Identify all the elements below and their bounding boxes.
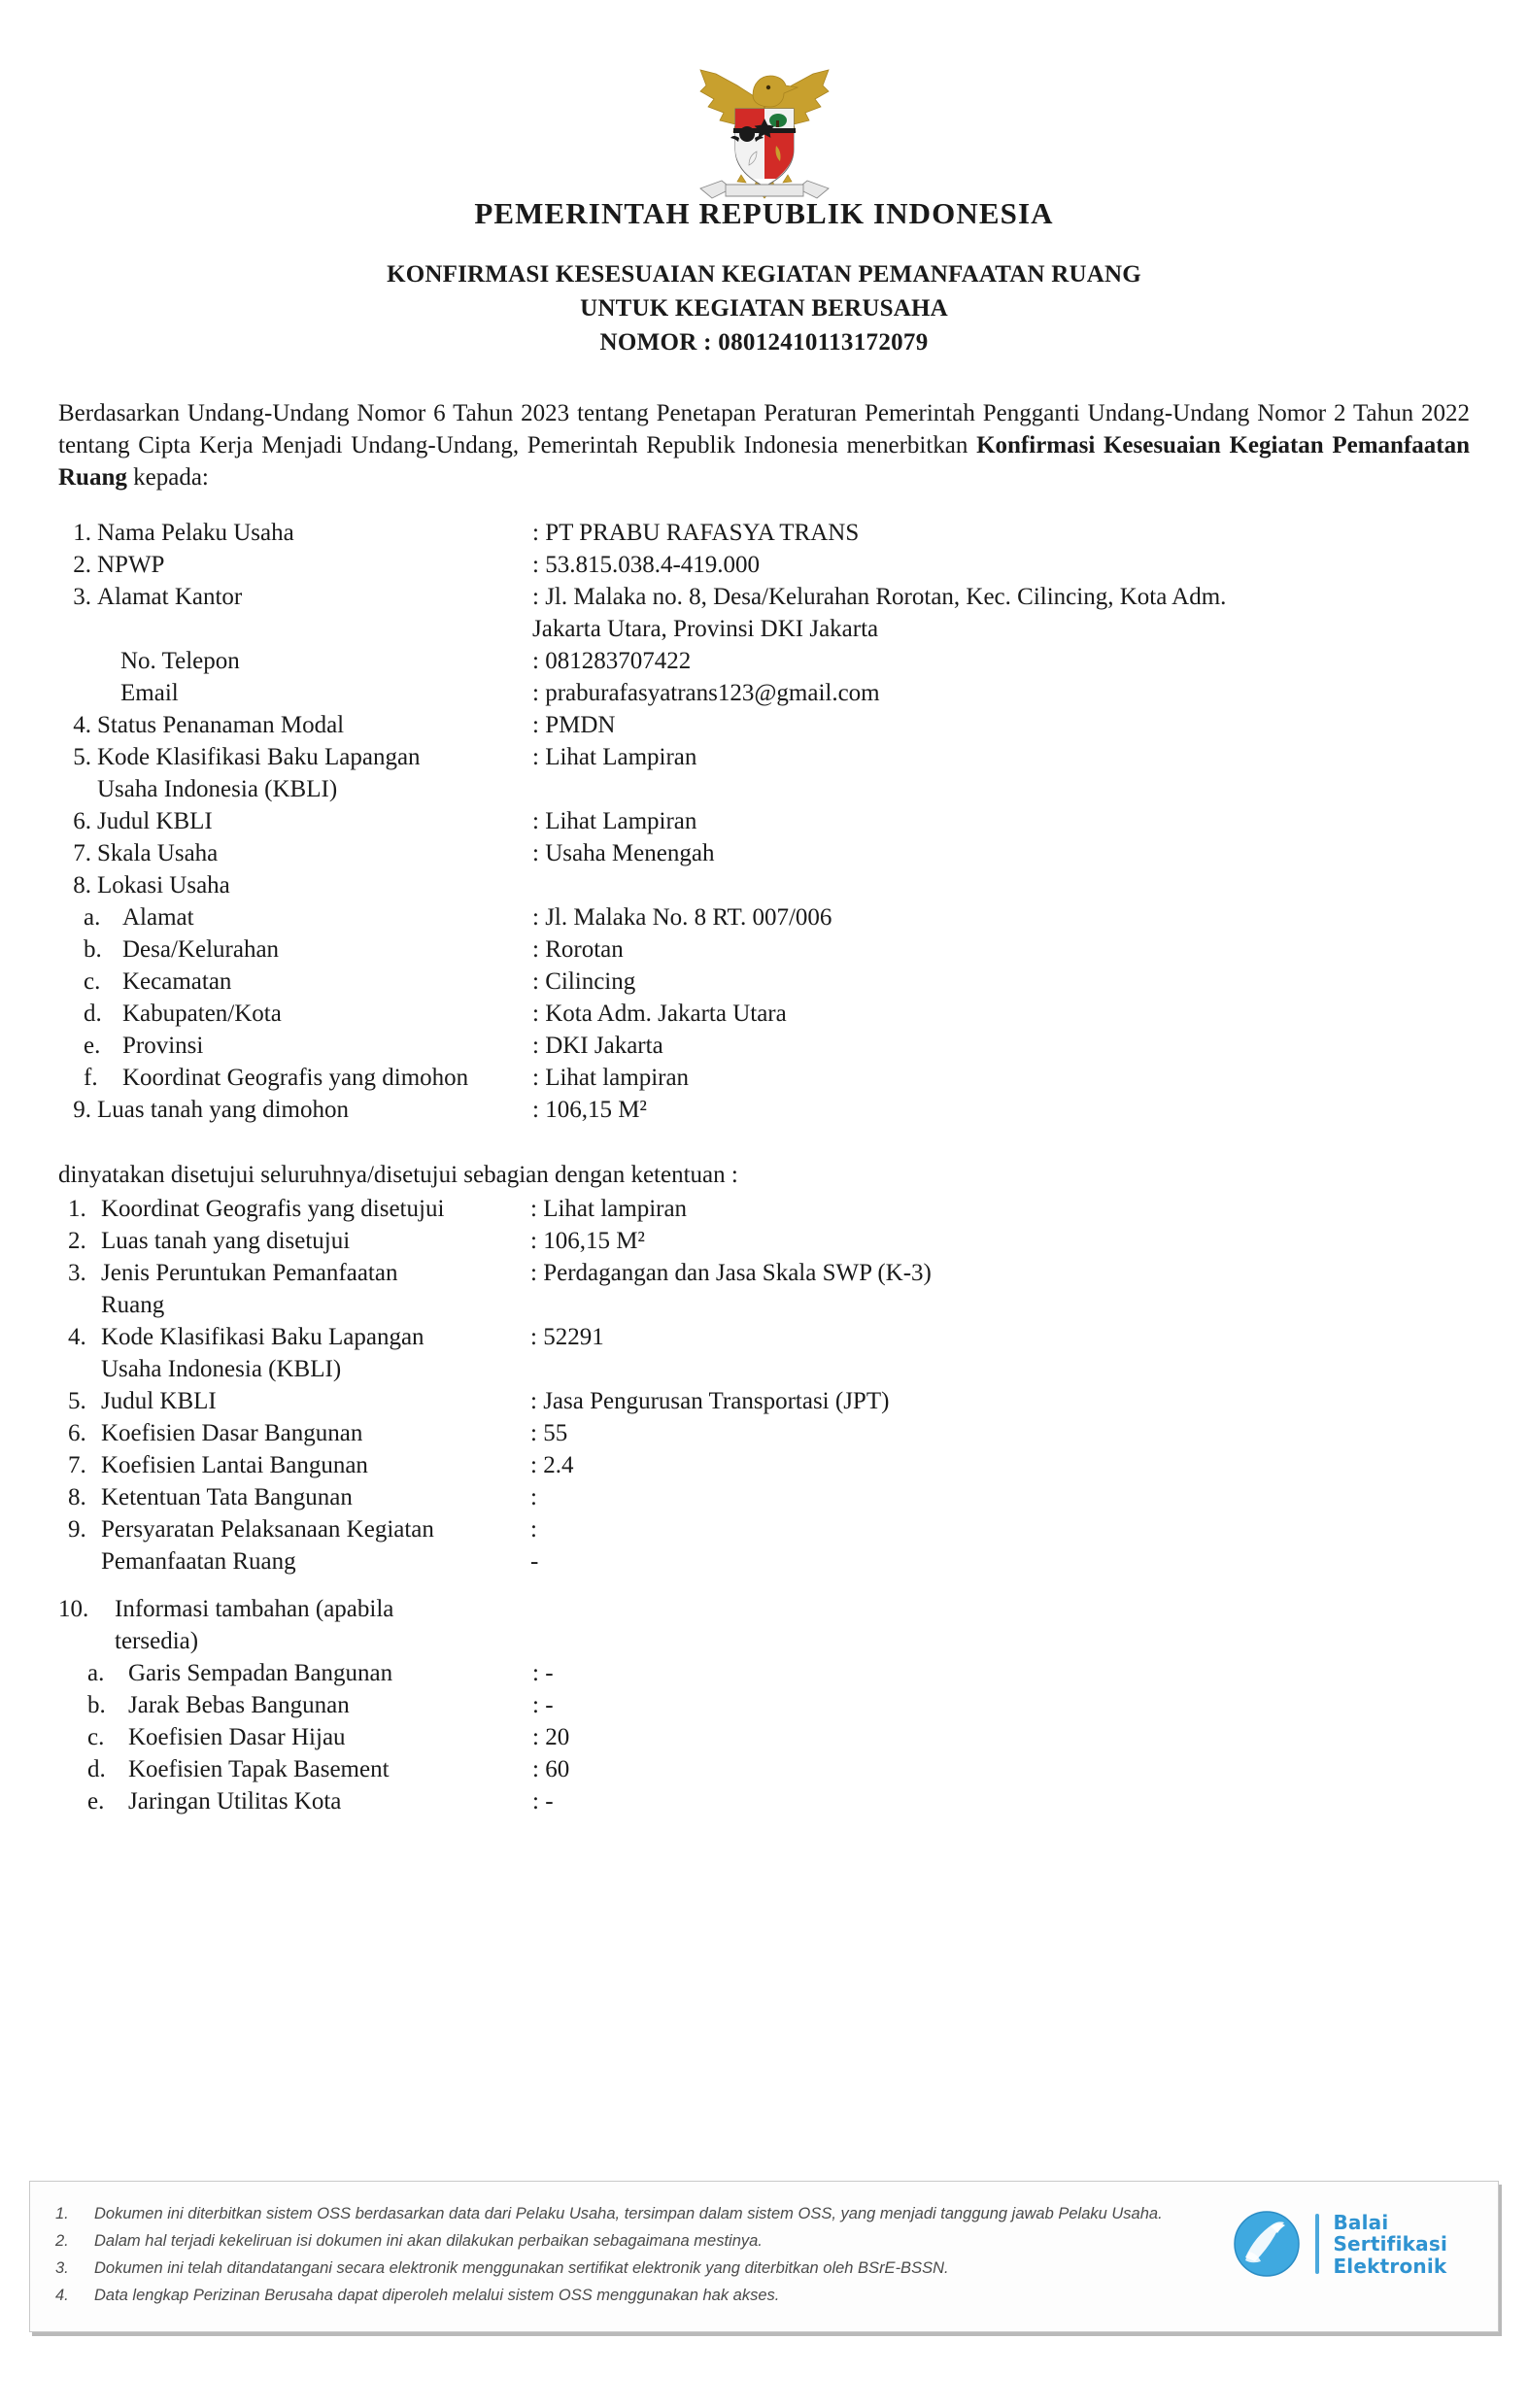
field-number: 4. xyxy=(68,1323,86,1350)
field-row xyxy=(58,902,1470,934)
field-label: Usaha Indonesia (KBLI) xyxy=(97,776,338,802)
field-label: tersedia) xyxy=(115,1627,199,1654)
field-row xyxy=(58,1690,1470,1722)
intro-text-bold: Konfirmasi Kesesuaian Kegiatan Pemanfaatan Ruang xyxy=(58,432,1470,491)
field-label: Pemanfaatan Ruang xyxy=(101,1547,296,1575)
field-label: Informasi tambahan (apabila xyxy=(115,1595,394,1622)
field-row xyxy=(58,1594,1470,1626)
field-number: 2. xyxy=(73,552,91,578)
field-value: : 2.4 xyxy=(530,1451,574,1478)
field-label: No. Telepon xyxy=(120,648,240,674)
field-row xyxy=(58,1063,1470,1095)
field-value: : 53.815.038.4-419.000 xyxy=(532,552,761,578)
approval-field-list xyxy=(58,1194,1470,1578)
field-row xyxy=(58,1546,1470,1578)
field-label: Alamat Kantor xyxy=(97,584,243,610)
footer-note-text: Dalam hal terjadi kekeliruan isi dokumen ini akan dilakukan perbaikan sebagaimana mestinya. xyxy=(94,2232,763,2251)
bsre-logo-line1: Balai xyxy=(1333,2210,1389,2234)
bsre-logo-divider xyxy=(1315,2214,1319,2274)
field-number: 2. xyxy=(68,1227,86,1254)
field-row xyxy=(58,614,1470,646)
field-value: Jakarta Utara, Provinsi DKI Jakarta xyxy=(532,616,879,642)
field-value: : - xyxy=(532,1659,554,1686)
field-row xyxy=(58,806,1470,838)
field-label: Ruang xyxy=(101,1291,165,1318)
field-value: : PMDN xyxy=(532,712,616,738)
field-label: Luas tanah yang dimohon xyxy=(97,1097,349,1123)
field-row xyxy=(58,1418,1470,1450)
document-number xyxy=(58,329,1470,356)
field-number: 1. xyxy=(73,520,91,546)
field-label: Koefisien Lantai Bangunan xyxy=(101,1451,368,1478)
field-row xyxy=(58,934,1470,967)
field-number: a. xyxy=(84,904,101,931)
field-value: : Lihat Lampiran xyxy=(532,744,697,770)
field-label: Usaha Indonesia (KBLI) xyxy=(101,1355,342,1382)
field-value: : praburafasyatrans123@gmail.com xyxy=(532,680,880,706)
field-value: : 55 xyxy=(530,1419,568,1446)
field-row xyxy=(58,1226,1470,1258)
bsre-logo-text xyxy=(1333,2212,1447,2277)
intro-text-part1: Berdasarkan Undang-Undang Nomor 6 Tahun 2023 tentang Penetapan Peraturan Pemerintah Pengganti Undang-Undang Nomor 2 Tahun 2022 tentang Cipta Kerja Menjadi Undang-Undang, Pemerintah Republik Indonesia menerbitkan xyxy=(58,400,1470,458)
field-value: : 106,15 M² xyxy=(532,1097,647,1123)
field-label: Koordinat Geografis yang dimohon xyxy=(122,1065,469,1091)
field-label: Kabupaten/Kota xyxy=(122,1001,282,1027)
field-value: : Jl. Malaka no. 8, Desa/Kelurahan Rorotan, Kec. Cilincing, Kota Adm. xyxy=(532,584,1227,610)
field-number: 8. xyxy=(73,872,91,899)
footer-note xyxy=(55,2230,1214,2254)
field-label: Judul KBLI xyxy=(101,1387,217,1414)
field-number: f. xyxy=(84,1065,98,1091)
field-row xyxy=(58,518,1470,550)
approval-heading: dinyatakan disetujui seluruhnya/disetujui sebagian dengan ketentuan : xyxy=(58,1162,738,1188)
page-title-line1: KONFIRMASI KESESUAIAN KEGIATAN PEMANFAATAN RUANG xyxy=(387,261,1141,288)
field-row xyxy=(58,1258,1470,1290)
field-label: Alamat xyxy=(122,904,194,931)
field-row xyxy=(58,870,1470,902)
field-value: : Lihat lampiran xyxy=(532,1065,690,1091)
field-value: : 52291 xyxy=(530,1323,604,1350)
field-number: d. xyxy=(87,1755,106,1782)
footer-note-text: Dokumen ini diterbitkan sistem OSS berdasarkan data dari Pelaku Usaha, tersimpan dalam sistem OSS, yang menjadi tanggung jawab Pelaku Usaha. xyxy=(94,2205,1163,2223)
field-value: : PT PRABU RAFASYA TRANS xyxy=(532,520,860,546)
field-number: c. xyxy=(87,1723,105,1750)
field-row xyxy=(58,774,1470,806)
field-label: Kode Klasifikasi Baku Lapangan xyxy=(97,744,421,770)
field-value: : Perdagangan dan Jasa Skala SWP (K-3) xyxy=(530,1259,932,1286)
field-label: Jenis Peruntukan Pemanfaatan xyxy=(101,1259,398,1286)
intro-paragraph xyxy=(58,397,1470,493)
field-row xyxy=(58,1322,1470,1354)
field-number: 1. xyxy=(68,1195,86,1222)
field-row xyxy=(58,1482,1470,1514)
field-row xyxy=(58,1722,1470,1754)
bsre-logo-line2: Sertifikasi xyxy=(1333,2232,1447,2256)
field-number: b. xyxy=(84,936,102,963)
bsre-logo xyxy=(1232,2203,1473,2279)
field-number: 6. xyxy=(68,1419,86,1446)
field-label: Skala Usaha xyxy=(97,840,219,866)
field-row xyxy=(58,710,1470,742)
intro-text-part2: kepada: xyxy=(126,464,209,491)
field-row xyxy=(58,678,1470,710)
field-row xyxy=(58,838,1470,870)
footer-note-text: Data lengkap Perizinan Berusaha dapat diperoleh melalui sistem OSS menggunakan hak akses. xyxy=(94,2287,780,2305)
field-label: Jaringan Utilitas Kota xyxy=(128,1787,342,1814)
field-row xyxy=(58,1514,1470,1546)
field-value: : - xyxy=(532,1787,554,1814)
footer-notes-box xyxy=(29,2181,1499,2332)
field-row xyxy=(58,550,1470,582)
field-value: : 106,15 M² xyxy=(530,1227,645,1254)
field-number: c. xyxy=(84,968,101,995)
field-value: : Kota Adm. Jakarta Utara xyxy=(532,1001,787,1027)
field-number: 9. xyxy=(73,1097,91,1123)
field-row xyxy=(58,1290,1470,1322)
field-value: - xyxy=(530,1547,539,1575)
bsre-logo-line3: Elektronik xyxy=(1333,2254,1447,2278)
field-value: : - xyxy=(532,1691,554,1718)
field-label: Koefisien Dasar Hijau xyxy=(128,1723,346,1750)
footer-note-number: 1. xyxy=(55,2205,69,2223)
footer-note-number: 4. xyxy=(55,2287,69,2305)
footer-note xyxy=(55,2257,1214,2281)
field-label: Email xyxy=(120,680,179,706)
field-number: 4. xyxy=(73,712,91,738)
field-row xyxy=(58,646,1470,678)
field-value: : Jl. Malaka No. 8 RT. 007/006 xyxy=(532,904,832,931)
field-label: NPWP xyxy=(97,552,165,578)
field-number: 5. xyxy=(68,1387,86,1414)
field-label: Luas tanah yang disetujui xyxy=(101,1227,351,1254)
field-label: Kecamatan xyxy=(122,968,232,995)
field-value: : xyxy=(530,1483,537,1510)
page-title-country: PEMERINTAH REPUBLIK INDONESIA xyxy=(474,196,1054,230)
field-number: 7. xyxy=(68,1451,86,1478)
field-label: Koefisien Dasar Bangunan xyxy=(101,1419,363,1446)
field-value: : xyxy=(530,1515,537,1543)
field-value: : DKI Jakarta xyxy=(532,1033,663,1059)
field-row xyxy=(58,1031,1470,1063)
field-value: : 081283707422 xyxy=(532,648,692,674)
field-value: : 20 xyxy=(532,1723,570,1750)
field-label: Judul KBLI xyxy=(97,808,213,834)
field-row xyxy=(58,999,1470,1031)
field-label: Koefisien Tapak Basement xyxy=(128,1755,390,1782)
field-label: Desa/Kelurahan xyxy=(122,936,280,963)
field-label: Ketentuan Tata Bangunan xyxy=(101,1483,353,1510)
field-row xyxy=(58,1626,1470,1658)
field-row xyxy=(58,1658,1470,1690)
field-row xyxy=(58,1754,1470,1786)
field-number: 10. xyxy=(58,1595,89,1622)
document-number-value: 08012410113172079 xyxy=(718,329,929,356)
field-label: Garis Sempadan Bangunan xyxy=(128,1659,393,1686)
bsre-circle-icon xyxy=(1232,2209,1302,2279)
field-number: 9. xyxy=(68,1515,86,1543)
field-number: 3. xyxy=(68,1259,86,1286)
footer-note-number: 3. xyxy=(55,2259,69,2278)
field-row xyxy=(58,1194,1470,1226)
field-label: Jarak Bebas Bangunan xyxy=(128,1691,350,1718)
field-number: 8. xyxy=(68,1483,86,1510)
field-value: : Jasa Pengurusan Transportasi (JPT) xyxy=(530,1387,890,1414)
field-label: Nama Pelaku Usaha xyxy=(97,520,294,546)
garuda-pancasila-emblem xyxy=(667,52,862,216)
field-number: e. xyxy=(84,1033,101,1059)
field-number: b. xyxy=(87,1691,106,1718)
field-label: Koordinat Geografis yang disetujui xyxy=(101,1195,445,1222)
field-value: : Usaha Menengah xyxy=(532,840,715,866)
footer-note-number: 2. xyxy=(55,2232,69,2251)
applicant-field-list xyxy=(58,518,1470,1127)
field-value: : 60 xyxy=(532,1755,570,1782)
field-value: : Cilincing xyxy=(532,968,636,995)
field-number: 5. xyxy=(73,744,91,770)
footer-notes-list xyxy=(55,2203,1232,2312)
field-row xyxy=(58,1786,1470,1818)
footer-note-text: Dokumen ini telah ditandatangani secara elektronik menggunakan sertifikat elektronik yang diterbitkan oleh BSrE-BSSN. xyxy=(94,2259,949,2278)
field-value: : Lihat Lampiran xyxy=(532,808,697,834)
footer-note xyxy=(55,2203,1214,2226)
document-number-label: NOMOR : xyxy=(599,329,719,356)
field-row xyxy=(58,582,1470,614)
field-row xyxy=(58,1095,1470,1127)
field-label: Kode Klasifikasi Baku Lapangan xyxy=(101,1323,424,1350)
field-number: 6. xyxy=(73,808,91,834)
field-number: a. xyxy=(87,1659,105,1686)
field-row xyxy=(58,1450,1470,1482)
field-row xyxy=(58,1386,1470,1418)
field-label: Status Penanaman Modal xyxy=(97,712,345,738)
field-label: Provinsi xyxy=(122,1033,204,1059)
field-label: Persyaratan Pelaksanaan Kegiatan xyxy=(101,1515,434,1543)
field-value: : Lihat lampiran xyxy=(530,1195,688,1222)
field-label: Lokasi Usaha xyxy=(97,872,230,899)
field-value: : Rorotan xyxy=(532,936,624,963)
page-title-line2: UNTUK KEGIATAN BERUSAHA xyxy=(580,295,948,322)
field-number: 7. xyxy=(73,840,91,866)
field-row xyxy=(58,742,1470,774)
emblem-container xyxy=(58,0,1470,175)
field-number: 3. xyxy=(73,584,91,610)
field-number: d. xyxy=(84,1001,102,1027)
additional-info-field-list xyxy=(58,1594,1470,1818)
field-row xyxy=(58,967,1470,999)
field-number: e. xyxy=(87,1787,105,1814)
field-row xyxy=(58,1354,1470,1386)
footer-note xyxy=(55,2285,1214,2308)
